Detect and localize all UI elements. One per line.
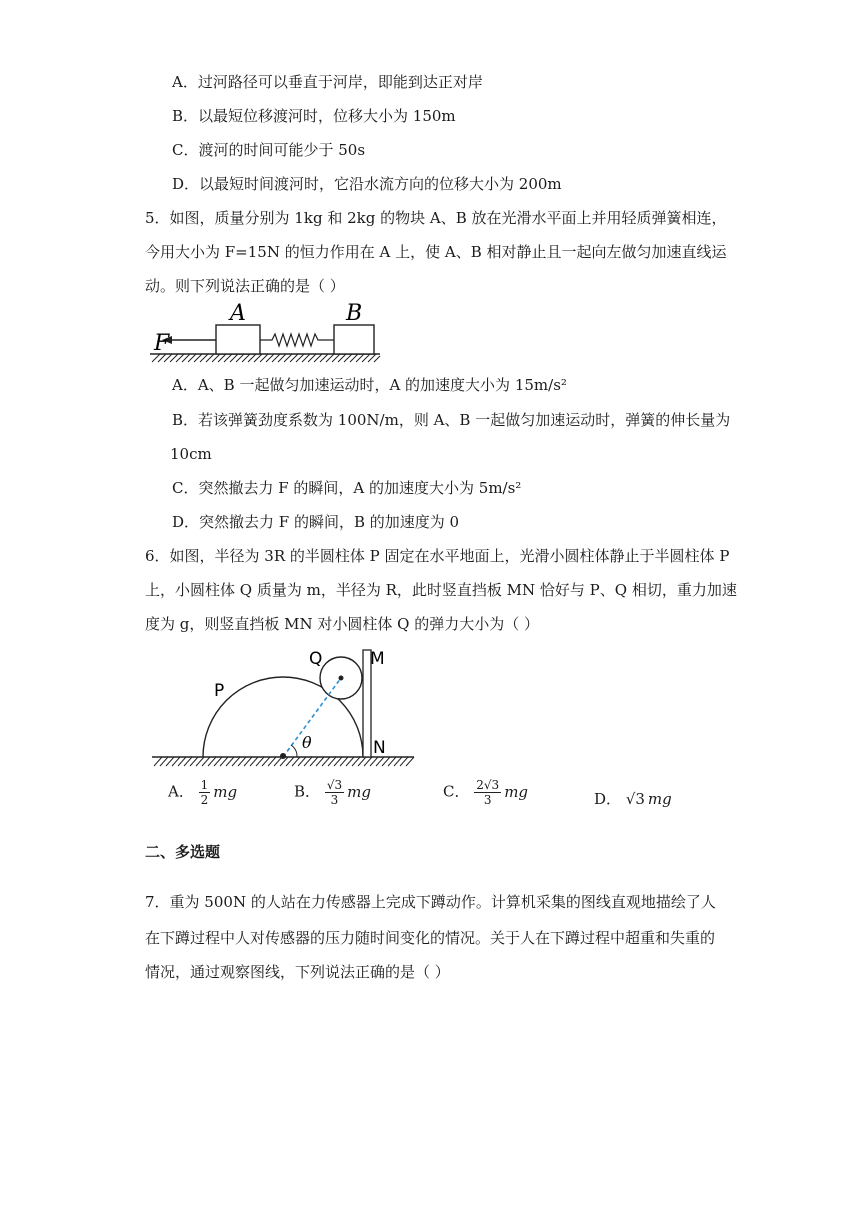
q4-option-a: A．过河路径可以垂直于河岸，即能到达正对岸 xyxy=(172,73,483,91)
q6-choice-b xyxy=(294,778,371,807)
n-label: N xyxy=(373,738,386,758)
q4-option-d: D．以最短时间渡河时，它沿水流方向的位移大小为 200m xyxy=(172,175,562,193)
q7-stem-line-2: 在下蹲过程中人对传感器的压力随时间变化的情况。关于人在下蹲过程中超重和失重的 xyxy=(145,929,716,947)
m-label: M xyxy=(370,649,385,669)
choice-a-letter: A． xyxy=(168,782,194,801)
q6-semicylinder-figure xyxy=(148,640,418,772)
choice-b-fraction xyxy=(325,778,344,807)
block-b-label: B xyxy=(346,301,363,326)
q6-stem-line-1: 6．如图，半径为 3R 的半圆柱体 P 固定在水平地面上，光滑小圆柱体静止于半圆柱体 P xyxy=(145,547,730,565)
choice-a-denominator: 2 xyxy=(200,793,209,807)
q5-stem-line-1: 5．如图，质量分别为 1kg 和 2kg 的物块 A、B 放在光滑水平面上并用轻质弹簧相连， xyxy=(145,209,727,227)
theta-arc xyxy=(291,745,297,757)
choice-d-unit: mg xyxy=(647,790,672,808)
choice-a-numerator: 1 xyxy=(200,778,209,792)
p-label: P xyxy=(214,681,225,701)
theta-label: θ xyxy=(302,733,312,752)
choice-c-unit: mg xyxy=(504,782,529,801)
choice-c-denominator: 3 xyxy=(483,793,492,807)
q7-stem-line-3: 情况，通过观察图线，下列说法正确的是（ ） xyxy=(145,963,450,981)
q6-choice-a xyxy=(168,778,237,807)
q7-stem-line-1: 7．重为 500N 的人站在力传感器上完成下蹲动作。计算机采集的图线直观地描绘了人 xyxy=(145,893,716,911)
p-center xyxy=(280,753,286,759)
section-title-multiple-choice: 二、多选题 xyxy=(145,843,221,861)
q5-option-d: D．突然撤去力 F 的瞬间，B 的加速度为 0 xyxy=(172,513,460,531)
choice-d-letter: D． xyxy=(594,790,622,808)
q5-option-a: A．A、B 一起做匀加速运动时，A 的加速度大小为 15m/s² xyxy=(172,376,567,394)
q5-option-b: B．若该弹簧劲度系数为 100N/m，则 A、B 一起做匀加速运动时，弹簧的伸长量为 xyxy=(172,411,731,429)
block-a xyxy=(216,325,260,354)
q6-stem-line-3: 度为 g，则竖直挡板 MN 对小圆柱体 Q 的弹力大小为（ ） xyxy=(145,615,539,633)
choice-a-unit: mg xyxy=(213,782,238,801)
ground-hatching xyxy=(152,354,380,362)
force-label: F xyxy=(154,331,170,356)
q-label: Q xyxy=(309,649,323,669)
spring xyxy=(260,334,334,346)
q5-option-c: C．突然撤去力 F 的瞬间，A 的加速度大小为 5m/s² xyxy=(172,479,522,497)
block-b xyxy=(334,325,374,354)
q6-choice-d xyxy=(594,788,672,809)
choice-a-fraction xyxy=(199,778,211,807)
q5-spring-blocks-figure xyxy=(148,298,388,366)
q5-stem-line-2: 今用大小为 F=15N 的恒力作用在 A 上，使 A、B 相对静止且一起向左做匀加速直线运 xyxy=(145,243,727,261)
choice-c-numerator: 2√3 xyxy=(476,778,500,792)
q4-option-c: C．渡河的时间可能少于 50s xyxy=(172,141,366,159)
q5-option-b-cont: 10cm xyxy=(170,445,212,463)
choice-b-denominator: 3 xyxy=(330,793,339,807)
choice-b-letter: B． xyxy=(294,782,321,801)
block-a-label: A xyxy=(230,301,246,326)
q5-stem-line-3: 动。则下列说法正确的是（ ） xyxy=(145,277,345,295)
choice-d-value: √3 xyxy=(625,790,645,808)
choice-c-letter: C． xyxy=(443,782,470,801)
q6-choice-c xyxy=(443,778,528,807)
q6-stem-line-2: 上，小圆柱体 Q 质量为 m，半径为 R，此时竖直挡板 MN 恰好与 P、Q 相切，重力加速 xyxy=(145,581,737,599)
choice-c-fraction xyxy=(474,778,501,807)
q4-option-b: B．以最短位移渡河时，位移大小为 150m xyxy=(172,107,456,125)
choice-b-numerator: √3 xyxy=(326,778,343,792)
choice-b-unit: mg xyxy=(347,782,371,801)
